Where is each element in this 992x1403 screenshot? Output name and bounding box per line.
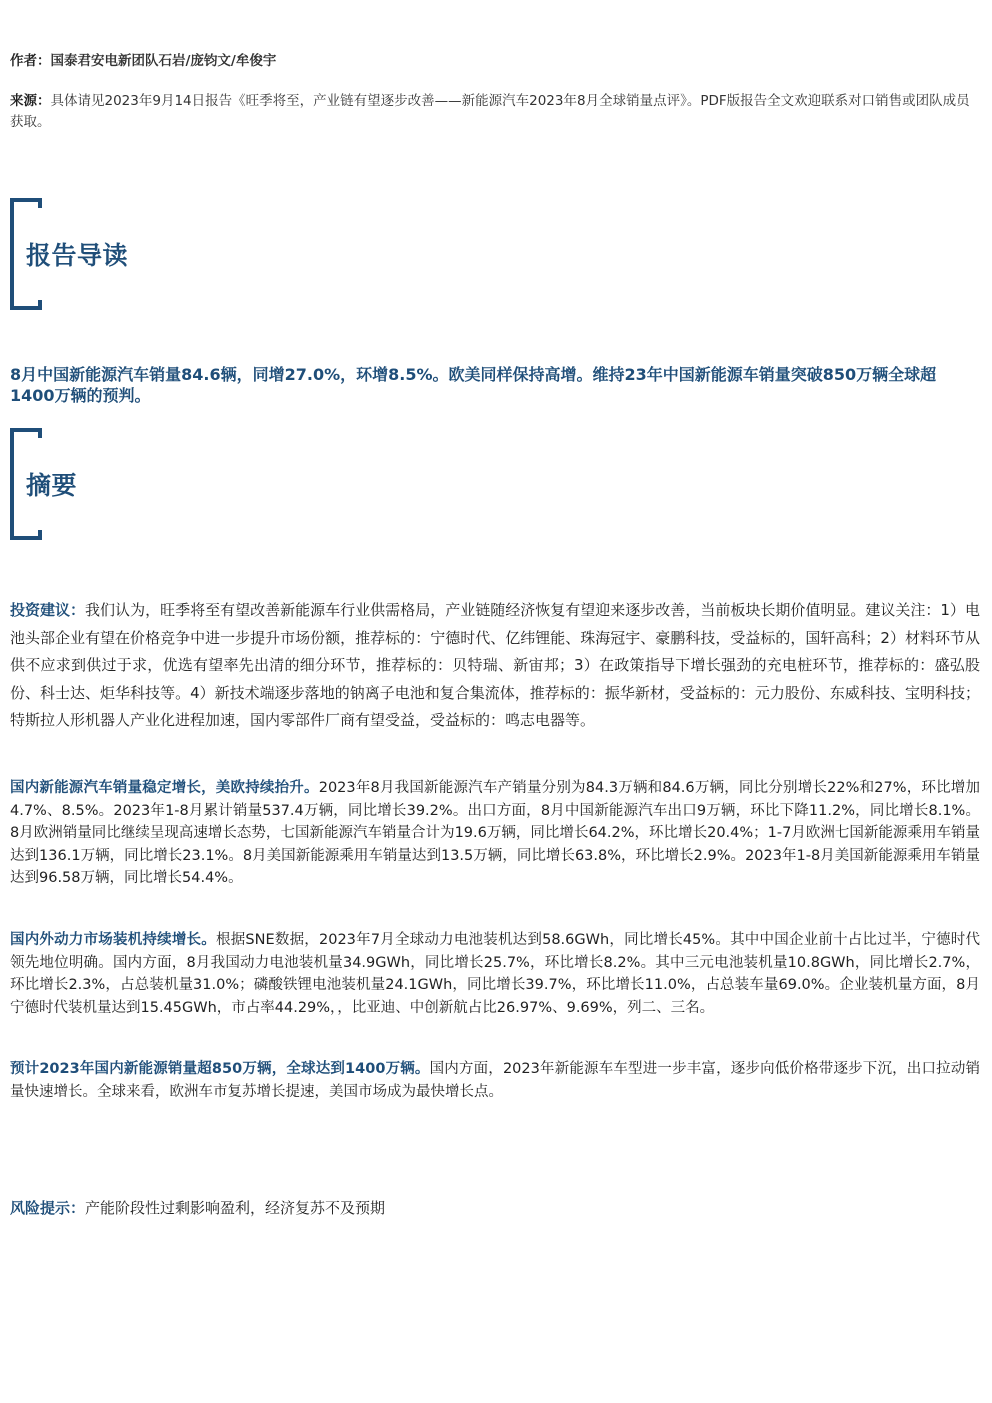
- paragraph-investment: [10, 597, 980, 735]
- paragraph-keyword: 投资建议：: [10, 601, 86, 619]
- author-label: 作者：: [10, 53, 51, 69]
- author-names: 国泰君安电新团队石岩/庞钧文/牟俊宇: [50, 53, 277, 69]
- source-text: 具体请见2023年9月14日报告《旺季将至，产业链有望逐步改善——新能源汽车2023年8月全球销量点评》。PDF版报告全文欢迎联系对口销售或团队成员获取。: [10, 93, 970, 130]
- source-line: [10, 91, 978, 133]
- paragraph-forecast: [10, 1058, 980, 1103]
- bracket-tab: [38, 300, 42, 310]
- section-header-abstract: [10, 428, 210, 540]
- paragraph-text: 根据SNE数据，2023年7月全球动力电池装机达到58.6GWh，同比增长45%。其中中国企业前十占比过半，宁德时代领先地位明确。国内方面，8月我国动力电池装机量34.9GWh，同比增长25.7%，环比增长8.2%。其中三元电池装机量10.8GWh，同比增长2.7%，环比增长2.3%，占总装机量31.0%；磷酸铁锂电池装机量24.1GWh，同比增长39.7%，环比增长11.0%，占总装车量69.0%。企业装机量方面，8月宁德时代装机量达到15.45GWh，市占率44.29%，，比亚迪、中创新航占比26.97%、9.69%，列二、三名。: [10, 932, 981, 1016]
- paragraph-text: 国内方面，2023年新能源车车型进一步丰富，逐步向低价格带逐步下沉，出口拉动销量快速增长。全球来看，欧洲车市复苏增长提速，美国市场成为最快增长点。: [10, 1061, 980, 1100]
- paragraph-text: 我们认为，旺季将至有望改善新能源车行业供需格局，产业链随经济恢复有望迎来逐步改善，当前板块长期价值明显。建议关注：1）电池头部企业有望在价格竞争中进一步提升市场份额，推荐标的：宁德时代、亿纬锂能、珠海冠宇、豪鹏科技，受益标的，国轩高科；2）材料环节从供不应求到供过于求，优选有望率先出清的细分环节，推荐标的：贝特瑞、新宙邦；3）在政策指导下增长强劲的充电桩环节，推荐标的：盛弘股份、科士达、炬华科技等。4）新技术端逐步落地的钠离子电池和复合集流体，推荐标的：振华新材，受益标的：元力股份、东威科技、宝明科技；特斯拉人形机器人产业化进程加速，国内零部件厂商有望受益，受益标的：鸣志电器等。: [10, 601, 980, 729]
- bracket-tab: [38, 428, 42, 438]
- paragraph-keyword: 风险提示：: [10, 1199, 86, 1217]
- section-header-guide: [10, 198, 210, 310]
- paragraph-power-battery: [10, 929, 980, 1019]
- source-label: 来源：: [10, 93, 51, 109]
- author-line: [10, 51, 978, 72]
- bracket-tab: [38, 198, 42, 208]
- paragraph-keyword: 国内外动力市场装机持续增长。: [10, 932, 216, 948]
- paragraph-text: 产能阶段性过剩影响盈利，经济复苏不及预期: [85, 1199, 386, 1217]
- section-title-guide: 报告导读: [26, 241, 129, 270]
- paragraph-keyword: 预计2023年国内新能源销量超850万辆，全球达到1400万辆。: [10, 1061, 430, 1077]
- paragraph-text: 2023年8月我国新能源汽车产销量分别为84.3万辆和84.6万辆，同比分别增长22%和27%，环比增加4.7%、8.5%。2023年1-8月累计销量537.4万辆，同比增长39.2%。出口方面，8月中国新能源汽车出口9万辆，环比下降11.2%，同比增长8.1%。8月欧洲销量同比继续呈现高速增长态势，七国新能源汽车销量合计为19.6万辆，同比增长64.2%，环比增长20.4%；1-7月欧洲七国新能源乘用车销量达到136.1万辆，同比增长23.1%。8月美国新能源乘用车销量达到13.5万辆，同比增长63.8%，环比增长2.9%。2023年1-8月美国新能源乘用车销量达到96.58万辆，同比增长54.4%。: [10, 780, 980, 886]
- paragraph-domestic-sales: [10, 777, 980, 890]
- section-title-abstract: 摘要: [26, 471, 78, 500]
- lead-summary: 8月中国新能源汽车销量84.6辆，同增27.0%，环增8.5%。欧美同样保持高增。维持23年中国新能源车销量突破850万辆全球超1400万辆的预判。: [10, 365, 937, 405]
- bracket-tab: [38, 530, 42, 540]
- paragraph-keyword: 国内新能源汽车销量稳定增长，美欧持续抬升。: [10, 780, 319, 796]
- paragraph-risk: [10, 1197, 980, 1219]
